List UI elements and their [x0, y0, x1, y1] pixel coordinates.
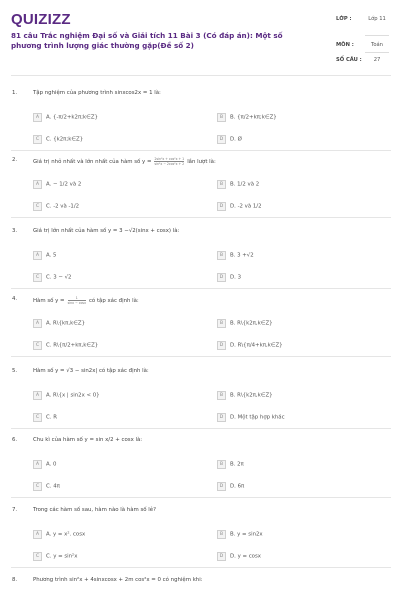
answer-option-c[interactable] — [33, 413, 57, 422]
question-text — [33, 90, 161, 96]
option-text: B. R\{k2π,k∈Z} — [230, 320, 273, 327]
question-number: 7. — [12, 507, 18, 513]
question-stem: Trong các hàm số sau, hàm nào là hàm số lẻ? — [33, 507, 156, 513]
meta-count-value: 27 — [373, 57, 381, 63]
option-text: C. R — [46, 414, 57, 421]
answer-option-d[interactable] — [217, 135, 242, 144]
answer-option-a[interactable] — [33, 391, 100, 400]
option-text: B. R\{k2π,k∈Z} — [230, 392, 273, 399]
question-number: 1. — [12, 90, 18, 96]
answer-option-a[interactable] — [33, 113, 98, 122]
option-letter-box[interactable]: C — [33, 482, 42, 491]
option-letter-box[interactable]: C — [33, 202, 42, 211]
fraction-numerator: 1 — [68, 296, 86, 301]
option-letter-box[interactable]: B — [217, 319, 226, 328]
meta-subject-value: Toán — [371, 42, 383, 48]
question-stem: Giá trị lớn nhất của hàm số y = 3 −√2(sinx + cosx) là: — [33, 228, 180, 234]
answer-option-a[interactable] — [33, 460, 56, 469]
fraction-numerator: 2sin²x + cos²x + 1 — [154, 157, 185, 161]
answer-option-b[interactable] — [217, 319, 273, 328]
option-text: A. R\{x | sin2x < 0} — [46, 392, 100, 399]
question-text — [33, 157, 216, 166]
option-letter-box[interactable]: C — [33, 273, 42, 282]
option-letter-box[interactable]: B — [217, 180, 226, 189]
answer-option-c[interactable] — [33, 552, 77, 561]
option-text: A. R\{kπ,k∈Z} — [46, 320, 86, 327]
option-letter-box[interactable]: C — [33, 413, 42, 422]
option-letter-box[interactable]: A — [33, 251, 42, 260]
answer-option-d[interactable] — [217, 273, 241, 282]
option-text: C. -2 và -1/2 — [46, 203, 80, 210]
option-text: C. y = sin²x — [46, 553, 78, 560]
fraction-expression — [68, 296, 86, 305]
answer-option-d[interactable] — [217, 482, 244, 491]
option-letter-box[interactable]: D — [217, 552, 226, 561]
option-text: D. y = cosx — [230, 553, 261, 560]
option-text: A. y = x². cosx — [46, 531, 86, 538]
answer-option-d[interactable] — [217, 202, 262, 211]
option-text: C. {k2π;k∈Z} — [46, 136, 84, 143]
answer-option-c[interactable] — [33, 202, 79, 211]
question-number: 3. — [12, 228, 18, 234]
answer-option-a[interactable] — [33, 319, 85, 328]
question-stem-suffix: có tập xác định là: — [88, 298, 139, 304]
option-text: B. 2π — [230, 461, 244, 468]
option-text: D. -2 và 1/2 — [230, 203, 262, 210]
answer-option-a[interactable] — [33, 530, 85, 539]
fraction-expression — [154, 157, 184, 166]
answer-option-c[interactable] — [33, 273, 71, 282]
option-letter-box[interactable]: C — [33, 341, 42, 350]
question-stem: Chu kì của hàm số y = sin x/2 + cosx là: — [33, 437, 143, 443]
option-letter-box[interactable]: A — [33, 113, 42, 122]
answer-option-b[interactable] — [217, 460, 244, 469]
answer-option-b[interactable] — [217, 391, 273, 400]
answer-option-a[interactable] — [33, 180, 81, 189]
option-letter-box[interactable]: A — [33, 319, 42, 328]
question-stem: Hàm số y = √3 − sin2x| có tập xác định là: — [33, 368, 149, 374]
question-divider — [11, 217, 391, 218]
question-text — [33, 507, 156, 513]
option-letter-box[interactable]: D — [217, 273, 226, 282]
question-divider — [11, 567, 391, 568]
option-text: B. 1/2 và 2 — [230, 181, 260, 188]
question-number: 4. — [12, 296, 18, 302]
option-text: B. 3 +√2 — [230, 252, 254, 259]
question-divider — [11, 288, 391, 289]
question-number: 8. — [12, 577, 18, 583]
answer-option-d[interactable] — [217, 413, 285, 422]
option-letter-box[interactable]: C — [33, 135, 42, 144]
question-stem: Tập nghiệm của phương trình sinxcos2x = 1 là: — [33, 90, 161, 96]
answer-option-d[interactable] — [217, 341, 283, 350]
answer-option-d[interactable] — [217, 552, 261, 561]
option-letter-box[interactable]: D — [217, 135, 226, 144]
meta-subject-label: MÔN : — [336, 42, 354, 48]
question-number: 6. — [12, 437, 18, 443]
option-letter-box[interactable]: D — [217, 413, 226, 422]
quizizz-logo: QUIZIZZ — [11, 11, 71, 28]
option-letter-box[interactable]: B — [217, 460, 226, 469]
option-text: C. 4π — [46, 483, 60, 490]
option-text: D. Ø — [230, 136, 242, 143]
header-divider — [11, 75, 391, 76]
question-divider — [11, 356, 391, 357]
answer-option-c[interactable] — [33, 341, 98, 350]
meta-class-label: LỚP : — [336, 16, 352, 22]
answer-option-c[interactable] — [33, 135, 83, 144]
question-divider — [11, 497, 391, 498]
question-stem: Phương trình sin²x + 4sinxcosx + 2m cos²x = 0 có nghiệm khi: — [33, 577, 203, 583]
option-text: B. {π/2+kπ;k∈Z} — [230, 114, 277, 121]
answer-option-c[interactable] — [33, 482, 60, 491]
option-text: D. 3 — [230, 274, 242, 281]
question-text — [33, 296, 139, 305]
option-text: A. − 1/2 và 2 — [46, 181, 82, 188]
question-text — [33, 577, 203, 583]
option-letter-box[interactable]: B — [217, 251, 226, 260]
meta-class-value: Lớp 11 — [368, 16, 386, 22]
option-letter-box[interactable]: B — [217, 391, 226, 400]
option-letter-box[interactable]: B — [217, 113, 226, 122]
option-text: B. y = sin2x — [230, 531, 263, 538]
option-letter-box[interactable]: D — [217, 482, 226, 491]
question-stem-suffix: lần lượt là: — [187, 159, 216, 165]
option-text: D. 6π — [230, 483, 245, 490]
option-letter-box[interactable]: A — [33, 391, 42, 400]
answer-option-b[interactable] — [217, 113, 277, 122]
question-divider — [11, 428, 391, 429]
option-letter-box[interactable]: C — [33, 552, 42, 561]
meta-divider — [365, 52, 389, 53]
question-text — [33, 228, 179, 234]
option-text: C. R\{π/2+kπ,k∈Z} — [46, 342, 99, 349]
option-text: A. {-π/2+k2π;k∈Z} — [46, 114, 98, 121]
option-letter-box[interactable]: A — [33, 530, 42, 539]
answer-option-b[interactable] — [217, 530, 263, 539]
option-text: D. Một tập hợp khác — [230, 414, 285, 421]
answer-option-b[interactable] — [217, 180, 259, 189]
question-stem: Hàm số y = — [33, 298, 65, 304]
question-number: 5. — [12, 368, 18, 374]
option-text: A. 5 — [46, 252, 57, 259]
fraction-denominator: sin²x − 2cos²x + 2 — [154, 162, 185, 166]
option-letter-box[interactable]: D — [217, 202, 226, 211]
option-letter-box[interactable]: D — [217, 341, 226, 350]
option-letter-box[interactable]: A — [33, 180, 42, 189]
question-stem: Giá trị nhỏ nhất và lớn nhất của hàm số y = — [33, 159, 152, 165]
fraction-denominator: sinx − cosx — [67, 301, 86, 305]
question-divider — [11, 150, 391, 151]
question-number: 2. — [12, 157, 18, 163]
option-text: C. 3 − √2 — [46, 274, 72, 281]
answer-option-a[interactable] — [33, 251, 56, 260]
option-text: A. 0 — [46, 461, 57, 468]
option-letter-box[interactable]: B — [217, 530, 226, 539]
option-letter-box[interactable]: A — [33, 460, 42, 469]
meta-count-label: SỐ CÂU : — [336, 57, 362, 63]
answer-option-b[interactable] — [217, 251, 254, 260]
option-text: D. R\{π/4+kπ,k∈Z} — [230, 342, 283, 349]
question-text — [33, 437, 142, 443]
worksheet-title: 81 câu Trắc nghiệm Đại số và Giải tích 11 Bài 3 (Có đáp án): Một số phương trình lượng giác thường gặp(Đề số 2) — [11, 31, 283, 50]
meta-divider — [365, 35, 389, 36]
question-text — [33, 368, 149, 374]
